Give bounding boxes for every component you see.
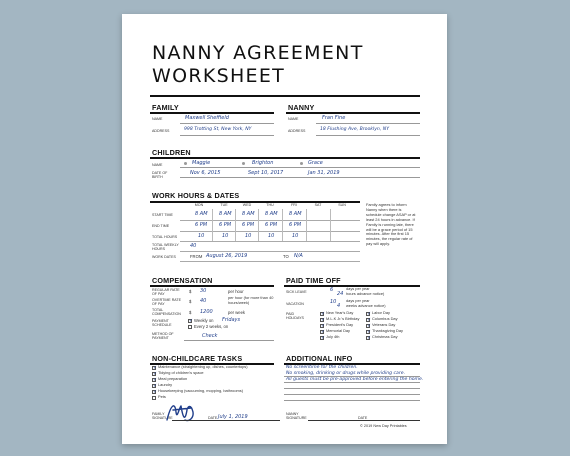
regular-rate-label: REGULAR RATE OF PAY [152,288,180,297]
end-row-line [180,231,360,232]
holiday-christmas: Christmas Day [372,334,398,339]
weekly-option-label: Weekly on [194,318,214,323]
holiday-presidents: President's Day [326,322,354,327]
sick-notice-value[interactable]: 24 [337,291,344,297]
payment-schedule-label: PAYMENT SCHEDULE [152,319,172,328]
copyright: © 2019 New Day Printables [360,424,407,428]
nanny-date-label: DATE [358,416,368,420]
weekly-row-line [180,251,360,252]
total-weekly-hours-label: TOTAL WEEKLY HOURS [152,243,179,252]
vacation-label: VACATION [286,302,304,306]
nanny-name-value[interactable]: Fran Fine [322,115,346,121]
total-compensation-unit: per week [228,310,245,315]
holiday-columbus-checkbox[interactable] [366,318,370,322]
late-policy-note: Family agrees to inform Nanny when there is schedule change ASAP or at least 24 hours in advance. If Family is running late, there will be a grace period of 15 minutes. After the first 15 minutes, the regular rate of pay will apply. [366,202,416,247]
worksheet-page [122,14,447,444]
title-line-1: NANNY AGREEMENT [152,42,364,64]
day-fri: FRI [291,203,297,207]
family-address-line [180,135,274,136]
end-wed[interactable]: 6 PM [242,222,255,228]
nanny-signature-label: NANNY SIGNATURE [286,412,307,421]
total-currency: $ [189,310,192,315]
holiday-new-years-checkbox[interactable] [320,312,324,316]
vacation-text: days per year [346,298,370,303]
day-sun: SUN [338,203,346,207]
info-line-rule-1 [284,376,420,377]
holiday-christmas-checkbox[interactable] [366,336,370,340]
nanny-name-line [316,123,420,124]
work-dates-from-value[interactable]: August 26, 2019 [206,253,248,259]
family-heading: FAMILY [152,103,179,112]
family-name-label: NAME [152,117,163,121]
sick-leave-text: days per year [346,286,370,291]
children-rule [150,157,420,159]
sick-advance-notice: hours advance notice) [346,291,385,296]
day-tue: TUE [220,203,228,207]
nanny-heading: NANNY [288,103,315,112]
family-address-value[interactable]: 998 Trotting St, New York, NY [184,127,252,132]
family-signature-date[interactable]: July 1, 2019 [218,414,248,420]
overtime-rate-label: OVERTIME RATE OF PAY [152,298,182,307]
page-title [152,42,364,88]
vacation-advance-notice: weeks advance notice) [346,303,386,308]
holiday-july4-checkbox[interactable] [320,336,324,340]
sick-leave-label: SICK LEAVE [286,290,307,294]
holiday-memorial-checkbox[interactable] [320,330,324,334]
task-4: Laundry [158,382,173,387]
payment-method-label: METHOD OF PAYMENT [152,332,174,341]
work-dates-from-label: FROM [190,254,203,259]
every-2-weeks-checkbox[interactable] [188,325,192,329]
children-name-line [180,167,420,168]
children-heading: CHILDREN [152,148,191,157]
holiday-labor: Labor Day [372,310,390,315]
child-1-dob[interactable]: Nov 6, 2015 [190,170,221,176]
info-line-rule-5 [284,400,420,401]
day-thu: THU [266,203,274,207]
holiday-labor-checkbox[interactable] [366,312,370,316]
task-5-checkbox[interactable] [152,390,156,394]
holiday-presidents-checkbox[interactable] [320,324,324,328]
sick-leave-value[interactable]: 6 [330,287,334,293]
overtime-rate-value[interactable]: 40 [200,298,207,304]
family-name-line [180,123,274,124]
holiday-thanksgiving-checkbox[interactable] [366,330,370,334]
end-thu[interactable]: 6 PM [265,222,278,228]
compensation-rule [150,285,274,287]
nanny-address-line [316,135,420,136]
task-6: Pets [158,394,166,399]
total-tue[interactable]: 10 [222,233,229,239]
payment-method-value[interactable]: Check [202,333,218,339]
work-dates-label: WORK DATES [152,255,176,259]
day-wed: WED [242,203,252,207]
end-mon[interactable]: 6 PM [195,222,208,228]
holiday-new-years: New Year's Day [326,310,354,315]
info-line-rule-3 [284,388,420,389]
title-rule [150,95,420,97]
work-hours-heading: WORK HOURS & DATES [152,191,240,200]
total-hours-label: TOTAL HOURS [152,235,178,239]
info-line-2[interactable]: No smoking, drinking or drugs while providing care. [286,371,406,376]
children-name-label: NAME [152,163,163,167]
start-time-label: START TIME [152,213,173,217]
info-line-rule-4 [284,394,420,395]
child-1-marker [184,162,187,165]
task-2-checkbox[interactable] [152,372,156,376]
child-3-dob[interactable]: Jan 31, 2019 [308,170,340,176]
end-time-label: END TIME [152,224,170,228]
child-3-marker [300,162,303,165]
col-sep-5 [306,209,307,241]
weekly-total-value[interactable]: 40 [190,243,197,249]
info-line-1[interactable]: No screentime for the children. [286,365,358,370]
total-compensation-label: TOTAL COMPENSATION [152,308,181,317]
task-6-checkbox[interactable] [152,396,156,400]
col-sep-1 [212,209,213,241]
task-1: Maintenance (straightening up, dishes, countertops) [158,364,248,369]
end-tue[interactable]: 6 PM [219,222,232,228]
family-address-label: ADDRESS [152,129,170,133]
overtime-currency: $ [189,299,192,304]
nanny-address-value[interactable]: 18 Flushing Ave, Brooklyn, NY [320,127,390,132]
task-3: Meal preparation [158,376,188,381]
additional-info-heading: ADDITIONAL INFO [286,354,353,363]
total-mon[interactable]: 10 [198,233,205,239]
holiday-thanksgiving: Thanksgiving Day [372,328,403,333]
regular-currency: $ [189,289,192,294]
day-mon: MON [194,203,204,207]
day-sat: SAT [314,203,322,207]
info-line-rule-2 [284,382,420,383]
vacation-value[interactable]: 10 [330,299,337,305]
family-signature-label: FAMILY SIGNATURE [152,412,173,421]
start-row-line [180,220,360,221]
family-signature-mark [161,398,201,426]
child-2-marker [242,162,245,165]
dates-row-line [180,261,360,262]
holiday-memorial: Memorial Day [326,328,350,333]
total-thu[interactable]: 10 [268,233,275,239]
holiday-columbus: Columbus Day [372,316,398,321]
total-compensation-value[interactable]: 1200 [200,309,213,315]
holiday-veterans-checkbox[interactable] [366,324,370,328]
holiday-mlk-checkbox[interactable] [320,318,324,322]
holiday-july4: July 4th [326,334,340,339]
col-sep-4 [282,209,283,241]
title-line-2: WORKSHEET [152,65,286,87]
task-1-checkbox[interactable] [152,366,156,370]
nanny-name-label: NAME [288,117,299,121]
nanny-address-label: ADDRESS [288,129,306,133]
family-date-label: DATE [208,416,218,420]
holiday-mlk: M.L.K Jr.'s Birthday [326,316,360,321]
child-1-name[interactable]: Maggie [192,160,211,166]
work-dates-to-label: TO [283,254,289,259]
regular-rate-unit: per hour [228,289,244,294]
paid-holidays-label: PAID HOLIDAYS [286,312,304,321]
col-sep-6 [330,209,331,241]
task-5: Housekeeping (vacuuming, mopping, bathrooms) [158,388,243,393]
start-fri[interactable]: 8 AM [289,211,302,217]
vacation-notice-value[interactable]: 4 [337,303,341,309]
paid-time-off-heading: PAID TIME OFF [286,276,341,285]
compensation-heading: COMPENSATION [152,276,213,285]
family-rule [150,112,274,114]
tasks-heading: NON-CHILDCARE TASKS [152,354,243,363]
total-wed[interactable]: 10 [245,233,252,239]
start-mon[interactable]: 8 AM [195,211,208,217]
end-fri[interactable]: 6 PM [289,222,302,228]
weekly-day-value[interactable]: Fridays [222,317,241,323]
child-3-name[interactable]: Grace [308,160,323,166]
nanny-rule [286,112,420,114]
holiday-veterans: Veterans Day [372,322,396,327]
child-2-name[interactable]: Brighton [252,160,274,166]
child-2-dob[interactable]: Sept 10, 2017 [248,170,284,176]
task-3-checkbox[interactable] [152,378,156,382]
start-wed[interactable]: 8 AM [242,211,255,217]
weekly-checkbox[interactable] [188,319,192,323]
total-fri[interactable]: 10 [292,233,299,239]
col-sep-3 [258,209,259,241]
payment-method-line [184,340,274,341]
info-line-3[interactable]: All guests must be pre-approved before entering the home. [286,377,424,382]
family-name-value[interactable]: Maxwell Sheffield [185,115,229,121]
start-thu[interactable]: 8 AM [265,211,278,217]
overtime-rate-unit: per hour (for more than 40 hours/week) [228,295,274,305]
work-dates-to-value[interactable]: N/A [294,253,303,259]
total-row-line [180,241,360,242]
every-2-weeks-label: Every 2 weeks, on [194,324,229,329]
regular-rate-value[interactable]: 30 [200,288,207,294]
col-sep-2 [235,209,236,241]
children-dob-label: DATE OF BIRTH [152,171,168,180]
task-4-checkbox[interactable] [152,384,156,388]
start-tue[interactable]: 8 AM [219,211,232,217]
family-signature-line [172,420,280,421]
task-2: Tidying of children's space [158,370,204,375]
children-dob-line [180,177,420,178]
